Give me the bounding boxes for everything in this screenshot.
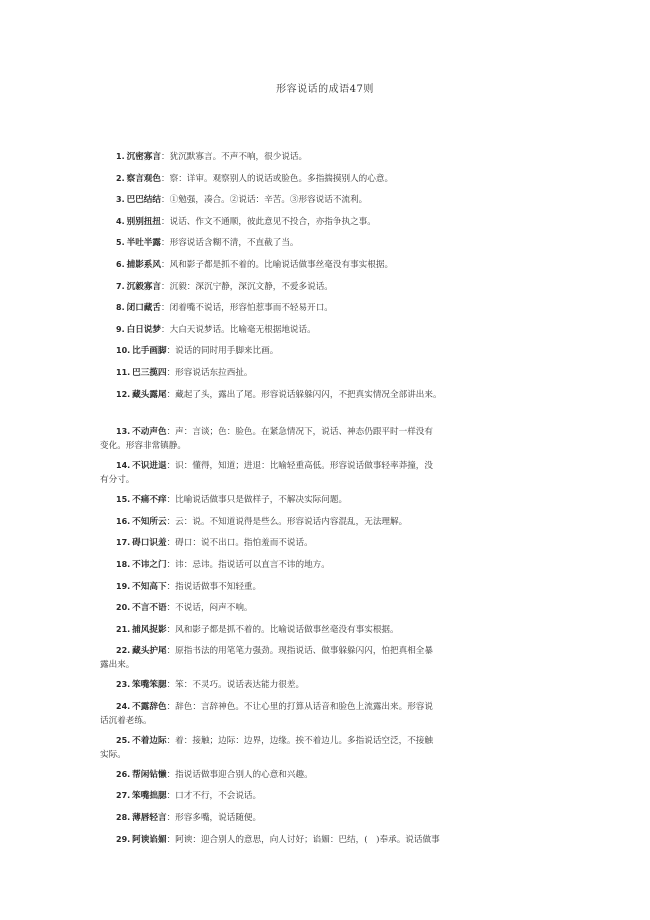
idiom-term: 阿谀谄媚	[132, 834, 167, 845]
idiom-definition: ：口才不行，不会说话。	[166, 791, 262, 802]
idiom-definition: ：风和影子都是抓不着的。比喻说话做事丝毫没有事实根据。	[166, 624, 399, 635]
entry-number: 3.	[116, 195, 125, 205]
idiom-definition: ：察：详审。观察别人的说话或脸色。多指揣摸别人的心意。	[161, 173, 394, 184]
idiom-entry	[116, 388, 556, 402]
idiom-term: 笨嘴笨腮	[132, 680, 167, 691]
idiom-definition: ：原指书法的用笔笔力强劲。现指说话、做事躲躲闪闪，怕把真相全暴	[166, 646, 433, 657]
idiom-term: 笨嘴拙腮	[132, 791, 167, 802]
idiom-entry	[100, 734, 556, 762]
idiom-entry	[116, 301, 556, 315]
entry-number: 15.	[116, 495, 131, 505]
entry-number: 4.	[116, 216, 125, 226]
idiom-entry	[116, 678, 556, 692]
entry-number: 12.	[116, 389, 131, 399]
idiom-definition: ：①勉强，凑合。②说话：辛苦。③形容说话不流利。	[161, 195, 368, 206]
entry-number: 18.	[116, 559, 131, 569]
entry-number: 25.	[116, 735, 131, 745]
entry-number: 19.	[116, 581, 131, 591]
idiom-term: 捕风捉影	[132, 624, 167, 635]
idiom-definition: ：阿谀：迎合别人的意思，向人讨好；谄媚：巴结，( )奉承。说话做事	[166, 834, 440, 845]
idiom-entry	[116, 580, 556, 594]
idiom-term: 不讳之门	[132, 559, 167, 570]
idiom-entry	[116, 536, 556, 550]
entry-number: 8.	[116, 303, 125, 313]
idiom-entry	[116, 215, 556, 229]
idiom-entry	[100, 700, 556, 728]
idiom-list	[100, 150, 556, 854]
entry-number: 28.	[116, 813, 131, 823]
idiom-term: 不露辞色	[132, 701, 167, 712]
idiom-term: 白日说梦	[126, 324, 161, 335]
idiom-term: 不动声色	[132, 427, 167, 438]
entry-number: 2.	[116, 173, 125, 183]
idiom-definition-continued: 变化。形容非常镇静。	[100, 441, 186, 452]
idiom-term: 比手画脚	[132, 346, 167, 357]
idiom-term: 捕影系风	[126, 259, 161, 270]
idiom-term: 不识进退	[132, 461, 167, 472]
idiom-definition: ：碍口：说不出口。指怕羞而不说话。	[166, 538, 313, 549]
idiom-definition: ：辞色：言辞神色。不让心里的打算从话音和脸色上流露出来。形容说	[166, 701, 433, 712]
section-gap	[116, 409, 556, 425]
entry-number: 13.	[116, 427, 131, 437]
idiom-definition: ：藏起了头，露出了尾。形容说话躲躲闪闪，不把真实情况全部讲出来。	[166, 389, 442, 400]
entry-number: 21.	[116, 624, 131, 634]
idiom-entry	[100, 459, 556, 487]
entry-number: 23.	[116, 680, 131, 690]
idiom-term: 薄唇轻言	[132, 813, 167, 824]
idiom-entry	[116, 811, 556, 825]
idiom-definition: ：闭着嘴不说话，形容怕惹事而不轻易开口。	[161, 303, 333, 314]
entry-number: 22.	[116, 646, 131, 656]
idiom-term: 别别扭扭	[126, 216, 161, 227]
idiom-definition: ：声：言谈；色：脸色。在紧急情况下，说话、神态仍跟平时一样没有	[166, 427, 433, 438]
idiom-term: 沉毅寡言	[126, 281, 161, 292]
idiom-entry	[116, 601, 556, 615]
idiom-term: 藏头护尾	[132, 646, 167, 657]
idiom-entry	[116, 515, 556, 529]
idiom-definition: ：笨：不灵巧。说话表达能力很差。	[166, 680, 305, 691]
entry-number: 6.	[116, 259, 125, 269]
idiom-definition: ：比喻说话做事只是做样子，不解决实际问题。	[166, 495, 348, 506]
entry-number: 26.	[116, 769, 131, 779]
idiom-entry	[116, 150, 556, 164]
idiom-entry	[116, 493, 556, 507]
idiom-term: 不言不语	[132, 603, 167, 614]
entry-number: 5.	[116, 238, 125, 248]
idiom-entry	[116, 280, 556, 294]
idiom-term: 不知高下	[132, 581, 167, 592]
idiom-entry	[116, 344, 556, 358]
idiom-definition: ：云：说。不知道说得是些么。形容说话内容混乱，无法理解。	[166, 516, 408, 527]
idiom-entry	[116, 323, 556, 337]
idiom-entry	[116, 789, 556, 803]
idiom-term: 不知所云	[132, 516, 167, 527]
idiom-entry	[116, 172, 556, 186]
idiom-definition-continued: 话沉着老练。	[100, 715, 152, 726]
idiom-definition-continued: 实际。	[100, 749, 126, 760]
entry-number: 17.	[116, 538, 131, 548]
entry-number: 27.	[116, 791, 131, 801]
idiom-entry	[116, 366, 556, 380]
idiom-entry	[116, 193, 556, 207]
idiom-definition: ：识：懂得，知道；进退：比喻轻重高低。形容说话做事轻率莽撞，没	[166, 461, 433, 472]
idiom-term: 半吐半露	[126, 238, 161, 249]
idiom-term: 闭口藏舌	[126, 303, 161, 314]
idiom-definition: ：沉毅：深沉宁静，深沉文静，不爱多说话。	[161, 281, 333, 292]
idiom-definition: ：犹沉默寡言。不声不响，很少说话。	[161, 152, 308, 162]
idiom-term: 巴巴结结	[126, 195, 161, 206]
idiom-definition: ：指说话做事不知轻重。	[166, 581, 262, 592]
entry-number: 14.	[116, 461, 131, 471]
idiom-definition: ：讳：忌讳。指说话可以直言不讳的地方。	[166, 559, 330, 570]
idiom-term: 藏头露尾	[132, 389, 167, 400]
entry-number: 29.	[116, 834, 131, 844]
idiom-definition: ：说话的同时用手脚来比画。	[166, 346, 279, 357]
idiom-definition: ：说话、作文不通顺，彼此意见不投合，亦指争执之事。	[161, 216, 376, 227]
idiom-entry	[116, 558, 556, 572]
entry-number: 1.	[116, 152, 125, 161]
idiom-term: 碍口识羞	[132, 538, 167, 549]
idiom-entry	[116, 833, 556, 847]
idiom-entry	[116, 258, 556, 272]
entry-number: 7.	[116, 281, 125, 291]
idiom-definition: ：大白天说梦话。比喻毫无根据地说话。	[161, 324, 316, 335]
idiom-term: 不痛不痒	[132, 495, 167, 506]
idiom-term: 不着边际	[132, 735, 167, 746]
idiom-entry	[116, 623, 556, 637]
idiom-definition: ：不说话，闷声不响。	[166, 603, 253, 614]
idiom-entry	[100, 644, 556, 672]
idiom-definition-continued: 有分寸。	[100, 475, 135, 486]
idiom-term: 巴三揽四	[132, 367, 167, 378]
idiom-definition: ：形容说话东拉西扯。	[166, 367, 253, 378]
document-title: 形容说话的成语47则	[276, 84, 374, 95]
entry-number: 24.	[116, 701, 131, 711]
entry-number: 11.	[116, 367, 131, 377]
idiom-entry	[116, 768, 556, 782]
idiom-term: 察言观色	[126, 173, 161, 184]
idiom-definition: ：指说话做事迎合别人的心意和兴趣。	[166, 769, 313, 780]
idiom-term: 帮闲钻懒	[132, 769, 167, 780]
entry-number: 16.	[116, 516, 131, 526]
entry-number: 9.	[116, 324, 125, 334]
idiom-entry	[116, 236, 556, 250]
idiom-definition-continued: 露出来。	[100, 660, 135, 671]
idiom-definition: ：风和影子都是抓不着的。比喻说话做事丝毫没有事实根据。	[161, 259, 394, 270]
idiom-entry	[100, 425, 556, 453]
idiom-definition: ：形容说话含糊不清，不直截了当。	[161, 238, 299, 249]
entry-number: 20.	[116, 603, 131, 613]
idiom-term: 沉密寡言	[126, 152, 161, 162]
idiom-definition: ：着：接触；边际：边界，边缘。挨不着边儿。多指说话空泛，不接触	[166, 735, 433, 746]
idiom-definition: ：形容多嘴，说话随便。	[166, 813, 262, 824]
entry-number: 10.	[116, 346, 131, 356]
